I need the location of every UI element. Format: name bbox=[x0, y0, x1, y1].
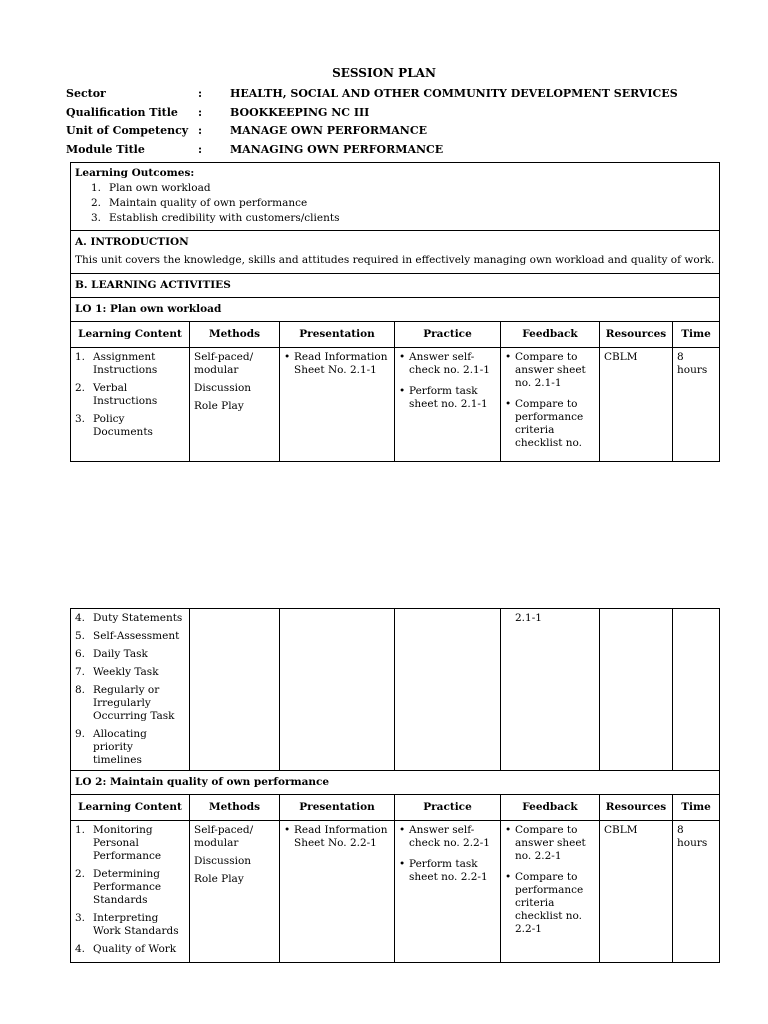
activities-row bbox=[71, 274, 720, 298]
activities-heading: B. LEARNING ACTIVITIES bbox=[71, 274, 720, 298]
learning-outcomes-label: Learning Outcomes: bbox=[75, 167, 195, 179]
header-key: Module Title bbox=[66, 143, 145, 156]
list-item: 6. Daily Task bbox=[75, 648, 148, 660]
header-value: HEALTH, SOCIAL AND OTHER COMMUNITY DEVELOPMENT SERVICES bbox=[230, 87, 678, 100]
column-header: Feedback bbox=[501, 322, 600, 348]
header-colon: : bbox=[198, 87, 203, 100]
list-item: 5. Self-Assessment bbox=[75, 630, 180, 642]
column-header: Practice bbox=[395, 322, 501, 348]
list-item: 7. Weekly Task bbox=[75, 666, 159, 678]
resources-cell bbox=[600, 609, 673, 771]
session-plan-table-1 bbox=[70, 162, 720, 462]
header-row-sector bbox=[66, 87, 746, 105]
feedback-cell: 2.1-1 bbox=[501, 609, 600, 771]
feedback-item: • Compare to answer sheet no. 2.1-1 bbox=[505, 351, 595, 390]
header-value: MANAGE OWN PERFORMANCE bbox=[230, 124, 427, 137]
feedback-item: • Compare to performance criteria checklist no. 2.2-1 bbox=[505, 871, 595, 936]
list-item: 3. Policy Documents bbox=[75, 413, 153, 438]
introduction-text: This unit covers the knowledge, skills and attitudes required in effectively managing own workload and quality of work. bbox=[75, 254, 715, 266]
column-header: Learning Content bbox=[71, 795, 190, 821]
learning-content-cell bbox=[71, 609, 190, 771]
practice-item: • Perform task sheet no. 2.1-1 bbox=[399, 385, 496, 411]
practice-item: • Answer self-check no. 2.1-1 bbox=[399, 351, 496, 377]
feedback-cell bbox=[501, 821, 600, 963]
column-header: Practice bbox=[395, 795, 501, 821]
time-cell bbox=[673, 609, 720, 771]
column-header: Resources bbox=[600, 322, 673, 348]
outcome-item: 2. Maintain quality of own performance bbox=[91, 197, 308, 209]
header-key: Sector bbox=[66, 87, 106, 100]
introduction-heading: A. INTRODUCTION bbox=[75, 236, 189, 248]
method-item: Self-paced/ modular bbox=[194, 351, 254, 376]
feedback-item: • Compare to answer sheet no. 2.2-1 bbox=[505, 824, 595, 863]
list-item: 2. Determining Performance Standards bbox=[75, 868, 162, 906]
methods-cell bbox=[190, 609, 280, 771]
method-item: Role Play bbox=[194, 400, 244, 412]
lo2-title: LO 2: Maintain quality of own performance bbox=[71, 771, 720, 795]
list-item: 9. Allocating priority timelines bbox=[75, 728, 147, 766]
presentation-cell bbox=[280, 609, 395, 771]
header-key: Qualification Title bbox=[66, 106, 178, 119]
header-row-module bbox=[66, 143, 746, 161]
learning-content-cell bbox=[71, 821, 190, 963]
lo1-continued-row bbox=[71, 609, 720, 771]
introduction-row bbox=[71, 231, 720, 274]
method-item: Role Play bbox=[194, 873, 244, 885]
learning-outcomes-row bbox=[71, 163, 720, 231]
session-plan-table-2 bbox=[70, 608, 720, 963]
feedback-cell bbox=[501, 348, 600, 462]
page-title: SESSION PLAN bbox=[332, 66, 436, 80]
presentation-cell bbox=[280, 821, 395, 963]
column-header-row bbox=[71, 322, 720, 348]
header-row-unit bbox=[66, 124, 746, 142]
column-header: Methods bbox=[190, 322, 280, 348]
presentation-item: • Read Information Sheet No. 2.1-1 bbox=[284, 351, 390, 377]
header-colon: : bbox=[198, 106, 203, 119]
method-item: Self-paced/ modular bbox=[194, 824, 254, 849]
header-colon: : bbox=[198, 124, 203, 137]
methods-cell bbox=[190, 821, 280, 963]
header-value: MANAGING OWN PERFORMANCE bbox=[230, 143, 444, 156]
column-header: Time bbox=[673, 795, 720, 821]
lo2-content-row bbox=[71, 821, 720, 963]
lo2-row bbox=[71, 771, 720, 795]
lo1-title: LO 1: Plan own workload bbox=[71, 298, 720, 322]
practice-cell bbox=[395, 609, 501, 771]
column-header: Feedback bbox=[501, 795, 600, 821]
header-row-qualification bbox=[66, 106, 746, 124]
column-header: Presentation bbox=[280, 795, 395, 821]
list-item: 4. Duty Statements bbox=[75, 612, 183, 624]
column-header: Time bbox=[673, 322, 720, 348]
column-header: Learning Content bbox=[71, 322, 190, 348]
practice-cell bbox=[395, 348, 501, 462]
outcome-item: 1. Plan own workload bbox=[91, 182, 211, 194]
resources-cell: CBLM bbox=[600, 821, 673, 963]
feedback-item: • Compare to performance criteria checklist no. bbox=[505, 398, 595, 450]
time-cell: 8 hours bbox=[673, 348, 720, 462]
lo1-content-row bbox=[71, 348, 720, 462]
header-value: BOOKKEEPING NC III bbox=[230, 106, 370, 119]
practice-item: • Answer self-check no. 2.2-1 bbox=[399, 824, 496, 850]
list-item: 2. Verbal Instructions bbox=[75, 382, 158, 407]
methods-cell bbox=[190, 348, 280, 462]
practice-cell bbox=[395, 821, 501, 963]
column-header: Methods bbox=[190, 795, 280, 821]
presentation-cell bbox=[280, 348, 395, 462]
column-header-row bbox=[71, 795, 720, 821]
list-item: 4. Quality of Work bbox=[75, 943, 177, 955]
presentation-item: • Read Information Sheet No. 2.2-1 bbox=[284, 824, 390, 850]
header-key: Unit of Competency bbox=[66, 124, 189, 137]
time-cell: 8 hours bbox=[673, 821, 720, 963]
list-item: 1. Monitoring Personal Performance bbox=[75, 824, 162, 862]
learning-content-cell bbox=[71, 348, 190, 462]
method-item: Discussion bbox=[194, 855, 252, 867]
list-item: 8. Regularly or Irregularly Occurring Task bbox=[75, 684, 175, 722]
column-header: Presentation bbox=[280, 322, 395, 348]
lo1-row bbox=[71, 298, 720, 322]
list-item: 3. Interpreting Work Standards bbox=[75, 912, 179, 937]
outcome-item: 3. Establish credibility with customers/clients bbox=[91, 212, 340, 224]
list-item: 1. Assignment Instructions bbox=[75, 351, 158, 376]
resources-cell: CBLM bbox=[600, 348, 673, 462]
practice-item: • Perform task sheet no. 2.2-1 bbox=[399, 858, 496, 884]
header-colon: : bbox=[198, 143, 203, 156]
column-header: Resources bbox=[600, 795, 673, 821]
method-item: Discussion bbox=[194, 382, 252, 394]
